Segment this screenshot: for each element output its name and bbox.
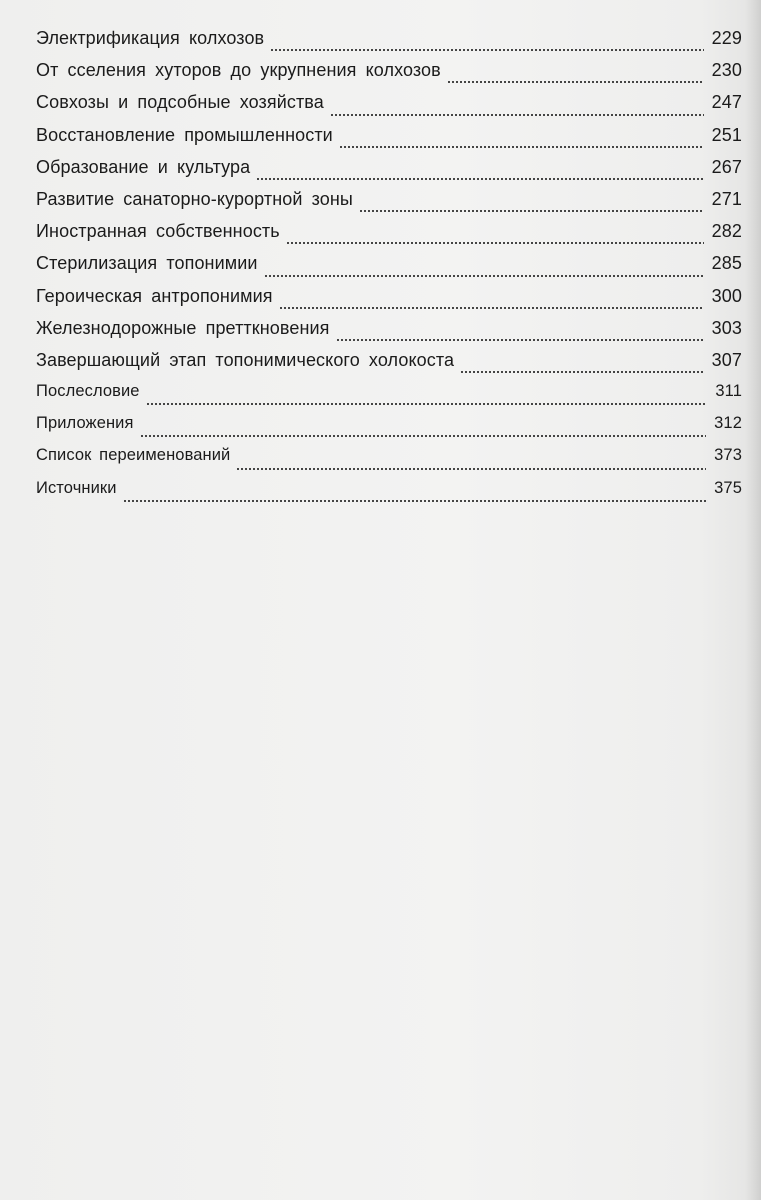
dot-leader	[447, 81, 704, 83]
toc-entry-page: 229	[711, 28, 742, 48]
table-of-contents	[36, 28, 742, 511]
toc-entry-railway	[36, 318, 742, 350]
dot-leader	[123, 500, 706, 502]
toc-entry-title: Список переименований	[36, 446, 231, 465]
toc-entry-title: Образование и культура	[36, 156, 251, 177]
toc-entry-title: Электрификация колхозов	[36, 28, 265, 48]
toc-entry-sources	[36, 479, 742, 511]
toc-entry-title: Стерилизация топонимии	[36, 253, 258, 274]
toc-entry-page: 251	[711, 124, 742, 145]
toc-entry-page: 312	[714, 414, 742, 433]
toc-entry-title: Железнодорожные претткновения	[36, 317, 330, 338]
dot-leader	[146, 403, 706, 405]
toc-entry-page: 375	[714, 478, 742, 497]
toc-entry-page: 285	[711, 253, 742, 274]
toc-entry-state-farms	[36, 92, 742, 124]
toc-entry-renamings-list	[36, 446, 742, 478]
toc-entry-title: От сселения хуторов до укрупнения колхозов	[36, 60, 441, 81]
toc-entry-page: 373	[714, 446, 742, 465]
dot-leader	[264, 275, 704, 277]
toc-entry-industry-restoration	[36, 125, 742, 157]
dot-leader	[336, 339, 704, 341]
toc-entry-electrification	[36, 28, 742, 60]
dot-leader	[140, 435, 706, 437]
toc-entry-page: 271	[711, 188, 742, 209]
toc-entry-afterword	[36, 382, 742, 414]
toc-entry-title: Приложения	[36, 414, 134, 433]
dot-leader	[359, 210, 704, 212]
toc-entry-page: 300	[711, 285, 742, 306]
toc-entry-final-stage	[36, 350, 742, 382]
toc-entry-foreign-property	[36, 221, 742, 253]
toc-entry-page: 307	[711, 349, 742, 370]
dot-leader	[286, 242, 704, 244]
toc-entry-title: Восстановление промышленности	[36, 124, 333, 145]
toc-entry-title: Развитие санаторно-курортной зоны	[36, 188, 353, 209]
toc-entry-page: 247	[711, 92, 742, 113]
toc-entry-page: 303	[711, 317, 742, 338]
toc-entry-heroic-anthroponymy	[36, 286, 742, 318]
dot-leader	[270, 49, 703, 51]
toc-entry-appendices	[36, 414, 742, 446]
toc-entry-toponymy-sterilization	[36, 253, 742, 285]
dot-leader	[236, 468, 706, 470]
page-edge-shadow	[745, 0, 761, 1200]
toc-entry-page: 311	[715, 382, 742, 401]
toc-entry-title: Иностранная собственность	[36, 221, 280, 242]
dot-leader	[330, 114, 704, 116]
toc-entry-title: Завершающий этап топонимического холокоста	[36, 349, 455, 370]
toc-entry-title: Источники	[36, 478, 117, 497]
dot-leader	[339, 146, 704, 148]
toc-entry-education-culture	[36, 157, 742, 189]
toc-entry-page: 230	[711, 60, 742, 81]
dot-leader	[279, 307, 704, 309]
dot-leader	[256, 178, 703, 180]
toc-entry-page: 267	[711, 156, 742, 177]
toc-entry-title: Совхозы и подсобные хозяйства	[36, 92, 324, 113]
toc-entry-resort-zone	[36, 189, 742, 221]
dot-leader	[460, 371, 704, 373]
toc-entry-page: 282	[711, 221, 742, 242]
toc-entry-title: Героическая антропонимия	[36, 285, 273, 306]
toc-entry-farm-resettlement	[36, 60, 742, 92]
toc-entry-title: Послесловие	[36, 382, 140, 401]
